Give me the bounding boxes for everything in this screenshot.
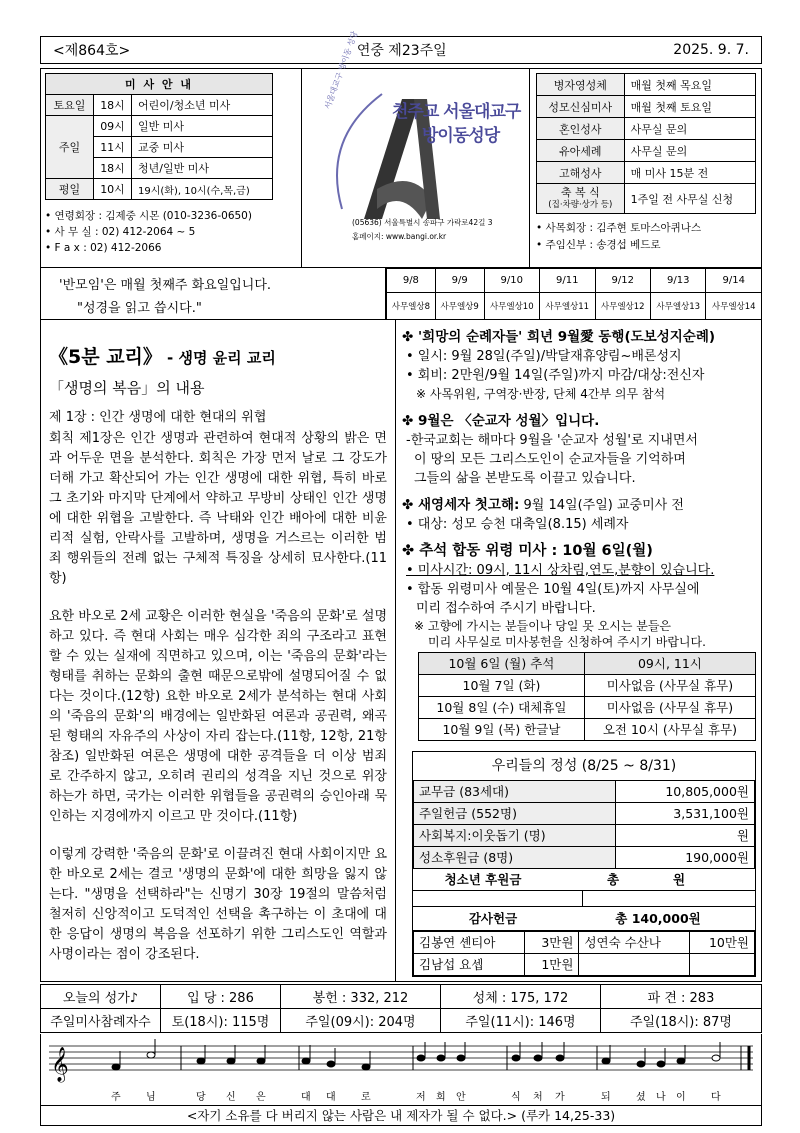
note-head xyxy=(712,1055,720,1061)
lyric-syllable: 나 xyxy=(656,1092,666,1103)
schedule-task: 사무엘상10 xyxy=(484,293,539,320)
note-head xyxy=(302,1058,310,1064)
lyric-syllable: 신 xyxy=(226,1092,236,1103)
offering-amount: 10,805,000원 xyxy=(616,781,755,803)
note-head xyxy=(197,1058,205,1064)
lyric-syllable: 안 xyxy=(456,1092,466,1103)
schedule-task: 사무엘상12 xyxy=(595,293,650,320)
attendance-sun18: 주일(18시): 87명 xyxy=(601,1009,762,1033)
attendance-sun9: 주일(09시): 204명 xyxy=(281,1009,441,1033)
clover-icon: ✤ xyxy=(402,543,420,559)
schedule-task: 사무엘상11 xyxy=(540,293,595,320)
sacrament-name: 성모신심미사 xyxy=(537,96,625,118)
clover-icon: ✤ xyxy=(402,329,419,345)
schedule-date: 9/10 xyxy=(484,269,539,293)
chuseok-title-text: 추석 합동 위령 미사 : 10월 6일(월) xyxy=(419,543,653,559)
notice-line-1: '반모임'은 매월 첫째주 화요일입니다. xyxy=(59,278,272,293)
martyrs-line: 그들의 삶을 본받도록 이끌고 있습니다. xyxy=(414,471,636,486)
schedule-date: 9/12 xyxy=(595,269,650,293)
mass-time: 18시 xyxy=(94,95,132,116)
lyric-syllable: 되 xyxy=(601,1092,611,1103)
mass-day: 토요일 xyxy=(46,95,94,116)
sacraments-box xyxy=(529,68,762,268)
note-head xyxy=(227,1058,235,1064)
neophytes-title-text: 새영세자 첫고해: xyxy=(418,497,520,513)
martyrs-title-text: 9월은 〈순교자 성월〉입니다. xyxy=(418,413,600,429)
doctrine-heading xyxy=(49,342,387,369)
officer-line: • 사목회장 : 김주현 토마스아퀴나스 xyxy=(536,222,702,234)
offering-label: 주일헌금 (552명) xyxy=(414,803,616,825)
doctrine-paragraph: 이렇게 강력한 '죽음의 문화'로 이끌려진 현대 사회이지만 요한 바오로 2세는 결코 '생명의 문화'에 대한 희망을 잃지 않는다. "생명을 선택하라"는 신명기 30장 19절의 말씀처럼 철저히 신앙적이고 도덕적인 선택을 촉구하는 이 초대에 대한 응답이 생명의 복음을 선포하기 위한 그리스도인 역할과 사명이라는 점이 강조된다. xyxy=(49,847,387,962)
issue-date: 2025. 9. 7. xyxy=(673,42,749,58)
note-head xyxy=(637,1061,645,1067)
entrance-hymn: 입 당 : 286 xyxy=(161,985,281,1009)
donor-amount: 10만원 xyxy=(690,932,755,954)
doctrine-title: 《5분 교리》 xyxy=(49,346,162,368)
neophytes-line: • 대상: 성모 승천 대축일(8.15) 세례자 xyxy=(406,517,629,532)
schedule-date: 9/13 xyxy=(650,269,705,293)
donor-name: 성연숙 수산나 xyxy=(579,932,690,954)
note-head xyxy=(112,1064,120,1070)
communion-hymn: 성체 : 175, 172 xyxy=(441,985,601,1009)
offering-label: 성소후원금 (8명) xyxy=(414,847,616,869)
lyric-syllable: 주 xyxy=(111,1092,121,1103)
martyrs-line: 이 땅의 모든 그리스도인이 순교자들을 기억하며 xyxy=(414,452,686,467)
contact-list xyxy=(45,208,301,256)
lyric-syllable: 대 xyxy=(326,1092,336,1103)
chuseok-line: 미리 접수하여 주시기 바랍니다. xyxy=(416,601,596,616)
lyrics-row xyxy=(41,1088,761,1104)
schedule-date: 9/11 xyxy=(540,269,595,293)
chuseok-info: 미사없음 (사무실 휴무) xyxy=(584,697,755,719)
clover-icon: ✤ xyxy=(402,497,419,513)
dismissal-hymn: 파 견 : 283 xyxy=(601,985,762,1009)
sacrament-info: 사무실 문의 xyxy=(624,118,755,140)
youth-support-total: 총 xyxy=(606,872,620,887)
chuseok-info: 미사없음 (사무실 휴무) xyxy=(584,675,755,697)
officer-line: • 주임신부 : 송경섭 베드로 xyxy=(536,239,661,251)
blessing-sublabel: (집·차량·상가 등) xyxy=(548,199,613,210)
mass-day: 평일 xyxy=(46,179,94,200)
doctrine-title-tail: - 생명 윤리 교리 xyxy=(167,349,276,367)
attendance-sun11: 주일(11시): 146명 xyxy=(441,1009,601,1033)
sacrament-name: 혼인성사 xyxy=(537,118,625,140)
offering-amount: 3,531,100원 xyxy=(616,803,755,825)
schedule-date: 9/8 xyxy=(387,269,436,293)
offering-table xyxy=(413,780,755,869)
mass-guide-title: 미 사 안 내 xyxy=(46,74,273,95)
logo-arc-text: 서울대교구 방이동 성당 xyxy=(322,29,360,111)
lyric-syllable: 다 xyxy=(711,1092,721,1103)
mass-day: 주일 xyxy=(46,116,94,179)
chuseok-line: • 미사시간: 09시, 11시 상차림,연도,분향이 있습니다. xyxy=(406,563,715,578)
officers-list xyxy=(536,220,761,254)
neophytes-title-tail: 9월 14일(주일) 교중미사 전 xyxy=(519,498,684,513)
note-head xyxy=(534,1055,542,1061)
offering-title: 우리들의 정성 (8/25 ~ 8/31) xyxy=(491,758,677,774)
lyric-syllable: 저 xyxy=(416,1092,426,1103)
lyric-syllable: 가 xyxy=(555,1092,565,1103)
notice-line-2: "성경을 읽고 씁시다." xyxy=(77,301,202,316)
lyric-syllable: 셨 xyxy=(636,1092,646,1103)
donor-amount: 3만원 xyxy=(524,932,579,954)
announcements-section xyxy=(396,320,762,982)
logo-title-1: 천주교 서울대교구 xyxy=(392,102,521,122)
thanks-offering-row xyxy=(413,907,755,931)
schedule-date: 9/14 xyxy=(706,269,762,293)
contact-line: • 사 무 실 : 02) 412-2064 ~ 5 xyxy=(45,226,196,238)
chuseok-info: 오전 10시 (사무실 휴무) xyxy=(584,719,755,741)
attendance-sat: 토(18시): 115명 xyxy=(161,1009,281,1033)
chuseok-day: 10월 9일 (목) 한글날 xyxy=(419,719,585,741)
treble-clef-icon: 𝄞 xyxy=(51,1047,69,1082)
chuseok-day: 10월 8일 (수) 대체휴일 xyxy=(419,697,585,719)
doctrine-paragraph: 요한 바오로 2세 교황은 이러한 현실을 '죽음의 문화'로 설명하고 있다. 즉 현대 사회는 매우 심각한 죄의 구조라고 표현할 수 있는 실재에 직면하고 있으며, 이는 '죽음의 문화'라는 형태를 취하는 문화의 출현 때문으로밖에 설명되어질 수 없다는 것이다.(12항) 요한 바오로 2세가 분석하는 현대 사회의 '죽음의 문화'의 배경에는 일반화된 여론과 공권력, 왜곡된 형태의 자유주의 사상이 자리 잡는다.(11항, 12항, 21항 참조) 일반화된 여론은 생명에 대한 공격들을 더 이상 범죄로 간주하지 않고, 오히려 권리의 성격을 지닌 것으로 위장하는가 하면, 국가는 이러한 위협들을 공권력의 승인아래 묵인하는 지경에까지 이르고 만 것이다.(11항) xyxy=(49,609,387,824)
lyric-syllable: 희 xyxy=(436,1092,446,1103)
note-head xyxy=(147,1052,155,1058)
lyric-syllable: 은 xyxy=(256,1092,266,1103)
sacraments-table xyxy=(536,73,756,214)
mass-schedule-table xyxy=(45,73,273,200)
thanks-offering-total: 총 140,000원 xyxy=(615,911,701,926)
youth-support-blank-row xyxy=(413,891,755,907)
pilgrimage-line: ※ 사목위원, 구역장·반장, 단체 4간부 의무 참석 xyxy=(416,387,666,401)
liturgical-week: 연중 제23주일 xyxy=(356,43,447,59)
pilgrimage-title xyxy=(402,328,755,347)
youth-support-unit: 원 xyxy=(673,872,686,887)
note-head xyxy=(257,1058,265,1064)
note-head xyxy=(602,1058,610,1064)
note-head xyxy=(327,1061,335,1067)
mass-desc: 청년/일반 미사 xyxy=(132,158,273,179)
doctrine-subtitle: 「생명의 복음」의 내용 xyxy=(49,379,205,397)
clover-icon: ✤ xyxy=(402,413,419,429)
lyric-syllable: 로 xyxy=(361,1092,371,1103)
note-head xyxy=(362,1064,370,1070)
chuseok-line: ※ 고향에 가시는 분들이나 당일 못 오시는 분들은 xyxy=(414,619,672,633)
doctrine-paragraph: 회칙 제1장은 인간 생명과 관련하여 현대적 상황의 밝은 면과 어두운 면을 분석한다. 회칙은 가장 먼저 날로 그 강도가 더해 가고 확산되어 가는 인간 생명에 대한 위협, 특히 바로 그 초기와 마지막 단계에서 약하고 무방비 상태인 인간 생명에 대한 위협을 고발한다. 즉 낙태와 인간 배아에 대한 비윤리적 실험, 안락사를 고발하며, 생명을 거스르는 이러한 범죄 행위들의 전례 없는 구체적 특징을 상세히 묘사한다.(11항) xyxy=(49,431,387,586)
note-head xyxy=(457,1055,465,1061)
sacrament-name: 유아세례 xyxy=(537,140,625,162)
lyric-syllable: 님 xyxy=(146,1092,156,1103)
bible-reading-schedule xyxy=(386,268,762,320)
sacrament-info: 매 미사 15분 전 xyxy=(624,162,755,184)
sacrament-info: 1주일 전 사무실 신청 xyxy=(624,184,755,214)
schedule-task: 사무엘상14 xyxy=(706,293,762,320)
mass-time: 09시 xyxy=(94,116,132,137)
neophytes-title xyxy=(402,496,755,515)
chuseok-day: 10월 7일 (화) xyxy=(419,675,585,697)
logo-title-2: 방이동성당 xyxy=(422,126,500,146)
chuseok-day: 10월 6일 (월) 추석 xyxy=(419,653,585,675)
schedule-task: 사무엘상9 xyxy=(435,293,484,320)
parish-address: (05636) 서울특별시 송파구 가락로42길 3 xyxy=(352,218,493,227)
song-label: 오늘의 성가♪ xyxy=(41,985,161,1009)
pilgrimage-line: • 회비: 2만원/9월 14일(주일)까지 마감/대상:전신자 xyxy=(406,368,705,383)
mass-desc: 교중 미사 xyxy=(132,137,273,158)
sacrament-info: 매월 첫째 토요일 xyxy=(624,96,755,118)
doctrine-section xyxy=(40,320,396,982)
blessing-label: 축 복 식 xyxy=(560,185,600,199)
lyric-syllable: 이 xyxy=(676,1092,686,1103)
music-staff xyxy=(41,1034,763,1084)
donor-name: 김남섭 요셉 xyxy=(414,954,525,976)
chuseok-title xyxy=(402,542,755,561)
mass-guide-box xyxy=(40,68,302,268)
chuseok-info: 09시, 11시 xyxy=(584,653,755,675)
music-box xyxy=(40,1034,762,1106)
note-head xyxy=(677,1058,685,1064)
mass-desc: 일반 미사 xyxy=(132,116,273,137)
donor-name: 김봉연 셴티아 xyxy=(414,932,525,954)
martyrs-title xyxy=(402,412,755,431)
sacrament-name: 병자영성체 xyxy=(537,74,625,96)
note-head xyxy=(657,1061,665,1067)
lyric-syllable: 처 xyxy=(533,1092,543,1103)
mass-statistics-table xyxy=(40,984,762,1033)
offering-box xyxy=(412,751,756,977)
schedule-date: 9/9 xyxy=(435,269,484,293)
lyric-syllable: 대 xyxy=(301,1092,311,1103)
header-bar xyxy=(40,36,762,64)
offering-amount: 190,000원 xyxy=(616,847,755,869)
lyric-syllable: 당 xyxy=(196,1092,206,1103)
issue-number: <제864호> xyxy=(53,43,131,59)
pilgrimage-line: • 일시: 9월 28일(주일)/박달재휴양림~배론성지 xyxy=(406,349,682,364)
mass-time: 11시 xyxy=(94,137,132,158)
note-head xyxy=(417,1055,425,1061)
lyric-syllable: 식 xyxy=(511,1092,521,1103)
chuseok-table xyxy=(418,652,756,741)
doctrine-chapter: 제 1장 : 인간 생명에 대한 현대의 위협 xyxy=(49,410,267,425)
mass-time: 10시 xyxy=(94,179,132,200)
note-head xyxy=(437,1055,445,1061)
parish-homepage: 홈페이지: www.bangi.or.kr xyxy=(352,232,447,241)
notice-box xyxy=(40,268,386,320)
mass-time: 18시 xyxy=(94,158,132,179)
attendance-label: 주일미사참례자수 xyxy=(41,1009,161,1033)
mass-desc: 19시(화), 10시(수,목,금) xyxy=(132,179,273,200)
sacrament-name: 고해성사 xyxy=(537,162,625,184)
sacrament-info: 사무실 문의 xyxy=(624,140,755,162)
schedule-task: 사무엘상13 xyxy=(650,293,705,320)
youth-support-row xyxy=(413,869,755,891)
contact-line: • F a x : 02) 412-2066 xyxy=(45,242,162,254)
chuseok-line: • 합동 위령미사 예물은 10월 4일(토)까지 사무실에 xyxy=(406,582,700,597)
chuseok-line: 미리 사무실로 미사봉헌을 신청하여 주시기 바랍니다. xyxy=(428,635,706,649)
offertory-hymn: 봉헌 : 332, 212 xyxy=(281,985,441,1009)
gospel-verse: <자기 소유를 다 버리지 않는 사람은 내 제자가 될 수 없다.> (루카 14,25-33) xyxy=(40,1106,762,1126)
donor-table xyxy=(413,931,755,976)
sacrament-name xyxy=(537,184,625,214)
youth-support-label: 청소년 후원금 xyxy=(444,872,522,887)
contact-line: • 연령회장 : 김제중 시몬 (010-3236-0650) xyxy=(45,210,252,222)
martyrs-line: -한국교회는 해마다 9월을 '순교자 성월'로 지내면서 xyxy=(406,433,698,448)
donor-amount: 1만원 xyxy=(524,954,579,976)
offering-label: 교무금 (83세대) xyxy=(414,781,616,803)
note-head xyxy=(512,1055,520,1061)
thanks-offering-label: 감사헌금 xyxy=(468,911,518,926)
note-head xyxy=(556,1055,564,1061)
pilgrimage-title-text: '희망의 순례자들' 희년 9월愛 동행(도보성지순례) xyxy=(418,329,716,345)
offering-label: 사회복지:이웃돕기 (명) xyxy=(414,825,616,847)
mass-desc: 어린이/청소년 미사 xyxy=(132,95,273,116)
sacrament-info: 매월 첫째 목요일 xyxy=(624,74,755,96)
schedule-task: 사무엘상8 xyxy=(387,293,436,320)
offering-amount: 원 xyxy=(616,825,755,847)
